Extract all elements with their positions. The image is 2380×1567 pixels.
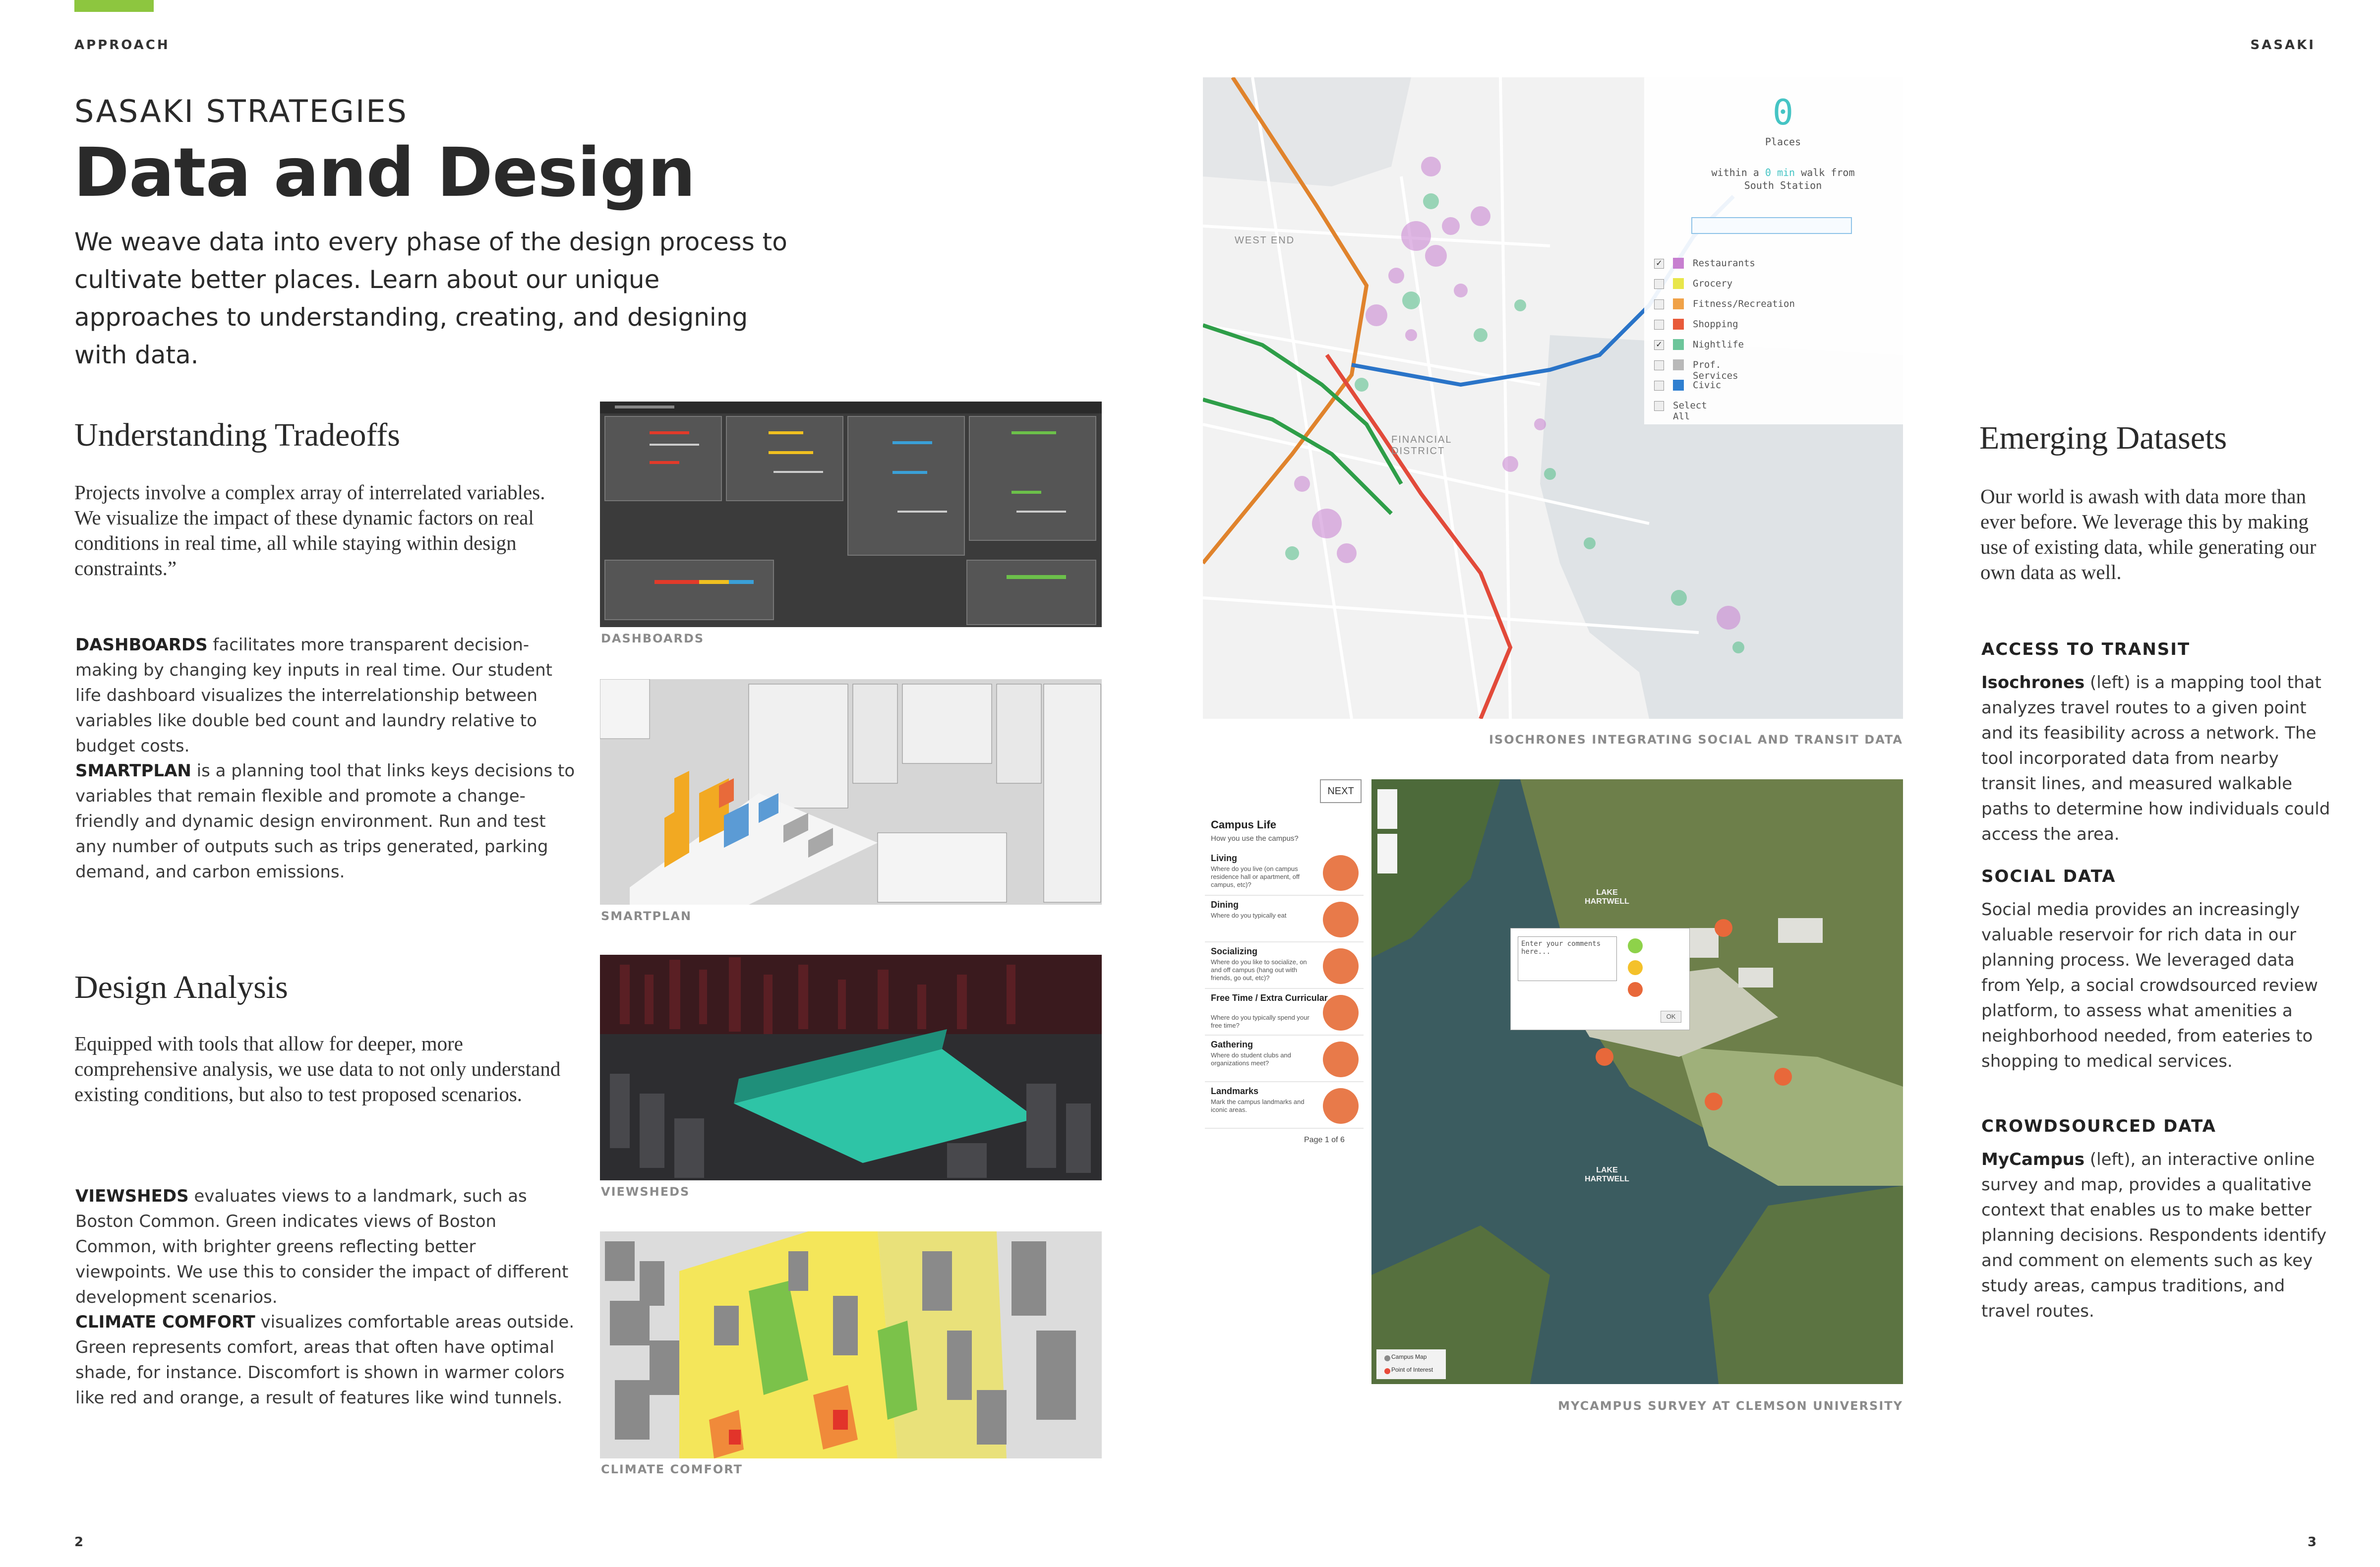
checkbox-icon[interactable]: ✓ [1654,259,1664,269]
row-desc: Where do you typically eat [1211,912,1287,919]
color-swatch [1673,278,1684,289]
smartplan-term: SMARTPLAN [75,761,191,781]
color-swatch [1673,258,1684,269]
iso-unit: Places [1765,136,1801,148]
iso-select-all-label: Select All [1673,400,1707,422]
brand-label: SASAKI [2250,38,2316,53]
iso-legend-label: Shopping [1693,319,1738,330]
row-title: Living [1211,853,1237,863]
kicker: SASAKI STRATEGIES [74,93,408,129]
iso-origin: South Station [1744,179,1822,191]
checkbox-icon[interactable] [1654,381,1664,391]
campus-map [1371,779,1903,1384]
district-label: FINANCIAL DISTRICT [1391,434,1452,457]
climate-term: CLIMATE COMFORT [75,1312,255,1332]
map-legend-item: Campus Map [1391,1353,1427,1360]
dashboards-image [600,402,1102,627]
fork-knife-icon[interactable] [1323,902,1359,937]
crowdsourced-heading: CROWDSOURCED DATA [1981,1116,2216,1136]
social-text: Social media provides an increasingly valuable reservoir for rich data in our planning process. We leveraged data from Yelp, a social crowdsourced review platform, to assess what amenities a neighborhood needed, from eateries to shopping to medical services. [1981,900,2318,1071]
survey-question: How you use the campus? [1211,834,1299,843]
emerging-summary: Our world is awash with data more than ever before. We leverage this by making use of existing data, while generating our own data as well. [1980,485,2317,583]
row-title: Gathering [1211,1040,1253,1049]
social-heading: SOCIAL DATA [1981,867,2116,886]
row-desc: Mark the campus landmarks and iconic areas. [1211,1098,1305,1113]
isochrone-map [1203,77,1903,719]
transit-text: (left) is a mapping tool that analyzes travel routes to a given point and its feasibility across a network. The tool incorporated data from nearby transit lines, and measured walkable paths to determine how individuals could access the area. [1981,673,2330,844]
viewsheds-paragraph [75,1184,576,1310]
survey-row-dining[interactable] [1205,896,1364,942]
iso-walk-minutes: 0 min [1765,167,1795,178]
smartplan-caption: SMARTPLAN [601,909,692,923]
checkbox-icon[interactable] [1654,299,1664,309]
color-swatch [1673,319,1684,330]
checkbox-icon[interactable] [1654,320,1664,330]
row-desc: Where do you typically spend your free time? [1211,1014,1309,1029]
iso-walk-line [1679,167,1887,178]
group-icon[interactable] [1323,1042,1359,1077]
district-label: WEST END [1235,235,1295,246]
negative-icon[interactable] [1628,982,1643,997]
comment-textarea[interactable]: Enter your comments here... [1518,936,1617,981]
smartplan-text: is a planning tool that links keys decisions to variables that remain flexible and promote a change-friendly and dynamic design environment. Run and test any number of outputs such as trips generated, parking demand, and carbon emissions. [75,761,575,882]
checkbox-icon[interactable]: ✓ [1654,340,1664,350]
lake-label: LAKE HARTWELL [1585,1166,1629,1183]
iso-legend-label: Fitness/Recreation [1693,298,1795,309]
tradeoffs-summary: Projects involve a complex array of interrelated variables. We visualize the impact of these dynamic factors on real conditions in real time, all while staying within design constraints.” [74,481,545,580]
survey-row-living[interactable] [1205,849,1364,896]
transit-heading: ACCESS TO TRANSIT [1981,639,2191,659]
survey-title: Campus Life [1211,818,1277,831]
crowdsourced-term: MyCampus [1981,1150,2085,1169]
viewsheds-text: evaluates views to a landmark, such as Boston Common. Green indicates views of Boston Common, with brighter greens reflecting better viewpoints. We use this to consider the impact of different development scenarios. [75,1186,569,1307]
analysis-heading: Design Analysis [74,969,288,1005]
viewsheds-term: VIEWSHEDS [75,1186,189,1206]
page-title: Data and Design [73,134,695,212]
iso-legend-label: Restaurants [1693,258,1755,269]
dashboards-caption: DASHBOARDS [601,632,705,645]
iso-legend-label: Nightlife [1693,339,1744,350]
emerging-heading: Emerging Datasets [1979,420,2227,456]
color-swatch [1673,380,1684,391]
iso-count: 0 [1772,92,1794,133]
chat-icon[interactable] [1323,948,1359,984]
survey-row-free-time[interactable] [1205,989,1364,1036]
color-swatch [1673,359,1684,370]
viewsheds-image [600,955,1102,1180]
checkbox-icon[interactable] [1654,401,1664,411]
isochrones-caption: ISOCHRONES INTEGRATING SOCIAL AND TRANSIT DATA [1489,733,1903,747]
iso-walk-suffix: walk from [1795,167,1855,178]
next-button[interactable]: NEXT [1320,779,1362,803]
person-icon[interactable] [1323,995,1359,1031]
dashboards-paragraph [75,633,576,759]
house-icon[interactable] [1323,855,1359,891]
row-desc: Where do you like to socialize, on and off campus (hang out with friends, go out, etc)? [1211,958,1307,982]
page-number-left: 2 [74,1535,84,1550]
row-title: Free Time / Extra Curricular [1211,993,1328,1003]
survey-panel [1205,811,1364,1148]
color-swatch [1673,298,1684,309]
climate-image [600,1231,1102,1458]
transit-term: Isochrones [1981,673,2085,693]
climate-paragraph [75,1310,576,1411]
lead-paragraph: We weave data into every phase of the design process to cultivate better places. Learn about our unique approaches to understanding, creating, and designing with data. [74,228,787,369]
iso-legend-label: Civic [1693,380,1722,391]
survey-row-socializing[interactable] [1205,942,1364,989]
survey-page: Page 1 of 6 [1304,1136,1345,1144]
iso-legend-label: Grocery [1693,278,1733,289]
iso-walk-prefix: within a [1711,167,1765,178]
smartplan-paragraph [75,758,576,885]
dashboards-text: facilitates more transparent decision-making by changing key inputs in real time. Our student life dashboard visualizes the interrelationship between variables like double bed count and laundry relative to budget costs. [75,635,552,756]
row-title: Dining [1211,900,1239,910]
survey-row-landmarks[interactable] [1205,1082,1364,1129]
positive-icon[interactable] [1628,938,1643,953]
flag-icon[interactable] [1323,1088,1359,1124]
page-number-right: 3 [2307,1535,2317,1550]
climate-caption: CLIMATE COMFORT [601,1462,743,1476]
row-desc: Where do student clubs and organizations meet? [1211,1051,1291,1067]
comment-popup [1510,928,1690,1030]
row-title: Socializing [1211,946,1258,956]
map-legend-item: Point of Interest [1391,1366,1433,1373]
row-title: Landmarks [1211,1086,1259,1096]
crowdsourced-text: (left), an interactive online survey and map, provides a qualitative context that enables us to make better planning decisions. Respondents identify and comment on elements such as key study areas, campus traditions, and travel routes. [1981,1150,2327,1321]
tradeoffs-heading: Understanding Tradeoffs [74,417,400,453]
ok-button[interactable]: OK [1661,1011,1681,1023]
dashboards-term: DASHBOARDS [75,635,208,655]
checkbox-icon[interactable] [1654,360,1664,370]
lake-label: LAKE HARTWELL [1585,888,1629,906]
accent-tab [74,0,154,12]
iso-walk-slider[interactable] [1691,217,1852,234]
row-desc: Where do you live (on campus residence hall or apartment, off campus, etc)? [1211,865,1300,888]
color-swatch [1673,339,1684,350]
iso-legend-label: Prof. Services [1693,359,1738,381]
viewsheds-caption: VIEWSHEDS [601,1185,690,1199]
transit-paragraph [1981,670,2338,847]
crowdsourced-paragraph [1981,1147,2338,1324]
analysis-summary: Equipped with tools that allow for deeper, more comprehensive analysis, we use data to not only understand existing conditions, but also to test proposed scenarios. [74,1032,561,1105]
checkbox-icon[interactable] [1654,279,1664,289]
section-label: APPROACH [74,38,170,53]
survey-row-gathering[interactable] [1205,1036,1364,1082]
mycampus-caption: MYCAMPUS SURVEY AT CLEMSON UNIVERSITY [1558,1399,1903,1413]
climate-text: visualizes comfortable areas outside. Green represents comfort, areas that often have optimal shade, for instance. Discomfort is shown in warmer colors like red and orange, a result of features like wind tunnels. [75,1312,575,1408]
social-paragraph [1981,897,2338,1074]
neutral-icon[interactable] [1628,960,1643,975]
smartplan-image [600,679,1102,905]
